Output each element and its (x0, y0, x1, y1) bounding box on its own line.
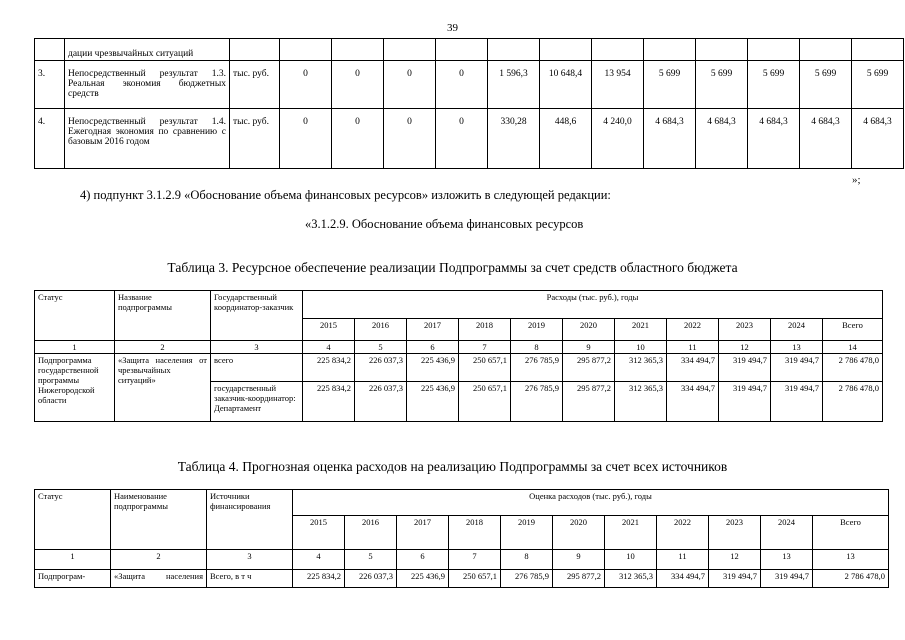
column-number: 2 (111, 550, 207, 570)
value-cell: 5 699 (800, 61, 852, 109)
value-cell: 4 684,3 (800, 109, 852, 169)
value-cell: 319 494,7 (761, 570, 813, 588)
row-unit: тыс. руб. (230, 61, 280, 109)
column-number: 12 (719, 341, 771, 354)
column-number: 3 (207, 550, 293, 570)
value-cell: 2 786 478,0 (813, 570, 889, 588)
value-cell: 250 657,1 (459, 354, 511, 382)
value-cell: 226 037,3 (345, 570, 397, 588)
value-cell: 319 494,7 (719, 382, 771, 422)
header-status: Статус (35, 490, 111, 550)
year-header: 2021 (605, 516, 657, 550)
value-cell: 4 684,3 (748, 109, 800, 169)
row-label: Всего, в т ч (207, 570, 293, 588)
name-cell: «Защита населения (111, 570, 207, 588)
value-cell: 4 684,3 (852, 109, 904, 169)
row-text: Непосредственный результат 1.4. Ежегодная экономия по сравнению с базовым 2016 годом (65, 109, 230, 169)
value-cell: 226 037,3 (355, 382, 407, 422)
value-cell: 225 436,9 (407, 382, 459, 422)
column-number: 9 (563, 341, 615, 354)
value-cell: 5 699 (696, 61, 748, 109)
value-cell: 13 954 (592, 61, 644, 109)
table-row (35, 61, 904, 109)
year-header: 2019 (501, 516, 553, 550)
year-header: 2022 (657, 516, 709, 550)
header-coordinator: Государственный координатор-заказчик (211, 291, 303, 341)
value-cell: 312 365,3 (615, 382, 667, 422)
closing-quote: »; (852, 174, 861, 186)
value-cell: 0 (332, 109, 384, 169)
year-header: 2020 (553, 516, 605, 550)
value-cell: 319 494,7 (771, 354, 823, 382)
value-cell: 276 785,9 (501, 570, 553, 588)
column-number: 8 (501, 550, 553, 570)
year-header: 2017 (407, 319, 459, 341)
header-name: Наименование подпрограммы (111, 490, 207, 550)
paragraph-amendment: 4) подпункт 3.1.2.9 «Обоснование объема финансовых ресурсов» изложить в следующей редакции: (80, 188, 611, 202)
value-cell: 225 834,2 (293, 570, 345, 588)
value-cell: 250 657,1 (449, 570, 501, 588)
table-header-row (35, 490, 889, 516)
column-number: 13 (813, 550, 889, 570)
table-cell: дации чрезвычайных ситуаций (65, 39, 230, 61)
year-header: 2020 (563, 319, 615, 341)
column-number: 14 (823, 341, 883, 354)
value-cell: 226 037,3 (355, 354, 407, 382)
column-number: 3 (211, 341, 303, 354)
column-number: 5 (355, 341, 407, 354)
year-header: 2023 (709, 516, 761, 550)
table-row (35, 109, 904, 169)
header-status: Статус (35, 291, 115, 341)
value-cell: 4 684,3 (644, 109, 696, 169)
year-header: 2024 (771, 319, 823, 341)
column-number: 11 (657, 550, 709, 570)
column-number: 1 (35, 550, 111, 570)
value-cell: 312 365,3 (605, 570, 657, 588)
column-number: 7 (459, 341, 511, 354)
year-header: 2016 (355, 319, 407, 341)
value-cell: 295 877,2 (563, 382, 615, 422)
table-header-row (35, 291, 883, 319)
year-header: 2018 (449, 516, 501, 550)
row-label: всего (211, 354, 303, 382)
year-header: 2022 (667, 319, 719, 341)
value-cell: 1 596,3 (488, 61, 540, 109)
value-cell: 225 834,2 (303, 354, 355, 382)
table-row (35, 39, 904, 61)
value-cell: 5 699 (748, 61, 800, 109)
value-cell: 334 494,7 (657, 570, 709, 588)
value-cell: 334 494,7 (667, 382, 719, 422)
column-number-row (35, 341, 883, 354)
value-cell: 4 240,0 (592, 109, 644, 169)
value-cell: 312 365,3 (615, 354, 667, 382)
column-number: 10 (605, 550, 657, 570)
value-cell: 4 684,3 (696, 109, 748, 169)
year-header: 2015 (293, 516, 345, 550)
forecast-table (34, 489, 889, 588)
row-number: 4. (35, 109, 65, 169)
column-number: 8 (511, 341, 563, 354)
value-cell: 0 (384, 61, 436, 109)
value-cell: 319 494,7 (771, 382, 823, 422)
value-cell: 5 699 (852, 61, 904, 109)
year-header: 2016 (345, 516, 397, 550)
resource-table (34, 290, 883, 422)
status-cell: Подпрограм- (35, 570, 111, 588)
value-cell: 2 786 478,0 (823, 382, 883, 422)
column-number-row (35, 550, 889, 570)
value-cell: 319 494,7 (719, 354, 771, 382)
column-number: 12 (709, 550, 761, 570)
column-number: 13 (761, 550, 813, 570)
header-expenses: Оценка расходов (тыс. руб.), годы (293, 490, 889, 516)
column-number: 10 (615, 341, 667, 354)
column-number: 6 (407, 341, 459, 354)
column-number: 6 (397, 550, 449, 570)
table3-caption: Таблица 3. Ресурсное обеспечение реализации Подпрограммы за счет средств областного бюджета (167, 260, 738, 275)
value-cell: 0 (384, 109, 436, 169)
year-header: Всего (813, 516, 889, 550)
row-text: Непосредственный результат 1.3. Реальная экономия бюджетных средств (65, 61, 230, 109)
value-cell: 276 785,9 (511, 354, 563, 382)
table-row (35, 354, 883, 382)
name-cell: «Защита населения от чрезвычайных ситуаций» (115, 354, 211, 422)
value-cell: 330,28 (488, 109, 540, 169)
value-cell: 5 699 (644, 61, 696, 109)
year-header: Всего (823, 319, 883, 341)
year-header: 2015 (303, 319, 355, 341)
year-header: 2023 (719, 319, 771, 341)
value-cell: 225 436,9 (407, 354, 459, 382)
value-cell: 295 877,2 (563, 354, 615, 382)
table-row (35, 570, 889, 588)
column-number: 13 (771, 341, 823, 354)
year-header: 2024 (761, 516, 813, 550)
table4-caption: Таблица 4. Прогнозная оценка расходов на реализацию Подпрограммы за счет всех источников (177, 459, 728, 474)
column-number: 1 (35, 341, 115, 354)
section-heading: «3.1.2.9. Обоснование объема финансовых ресурсов (305, 217, 584, 231)
column-number: 4 (303, 341, 355, 354)
status-cell: Подпрограмма государственной программы Нижегородской области (35, 354, 115, 422)
page-number: 39 (447, 22, 458, 34)
row-number: 3. (35, 61, 65, 109)
column-number: 7 (449, 550, 501, 570)
value-cell: 2 786 478,0 (823, 354, 883, 382)
year-header: 2021 (615, 319, 667, 341)
column-number: 9 (553, 550, 605, 570)
value-cell: 448,6 (540, 109, 592, 169)
value-cell: 0 (280, 109, 332, 169)
year-header: 2019 (511, 319, 563, 341)
value-cell: 319 494,7 (709, 570, 761, 588)
value-cell: 225 834,2 (303, 382, 355, 422)
value-cell: 0 (436, 109, 488, 169)
value-cell: 225 436,9 (397, 570, 449, 588)
value-cell: 0 (332, 61, 384, 109)
indicator-table (34, 38, 904, 169)
value-cell: 0 (280, 61, 332, 109)
year-header: 2018 (459, 319, 511, 341)
row-unit: тыс. руб. (230, 109, 280, 169)
row-label: государственный заказчик-координатор: Департамент (211, 382, 303, 422)
column-number: 11 (667, 341, 719, 354)
value-cell: 0 (436, 61, 488, 109)
value-cell: 10 648,4 (540, 61, 592, 109)
column-number: 5 (345, 550, 397, 570)
column-number: 2 (115, 341, 211, 354)
value-cell: 250 657,1 (459, 382, 511, 422)
header-source: Источники финансирования (207, 490, 293, 550)
value-cell: 334 494,7 (667, 354, 719, 382)
column-number: 4 (293, 550, 345, 570)
value-cell: 295 877,2 (553, 570, 605, 588)
header-name: Название подпрограммы (115, 291, 211, 341)
header-expenses: Расходы (тыс. руб.), годы (303, 291, 883, 319)
value-cell: 276 785,9 (511, 382, 563, 422)
year-header: 2017 (397, 516, 449, 550)
